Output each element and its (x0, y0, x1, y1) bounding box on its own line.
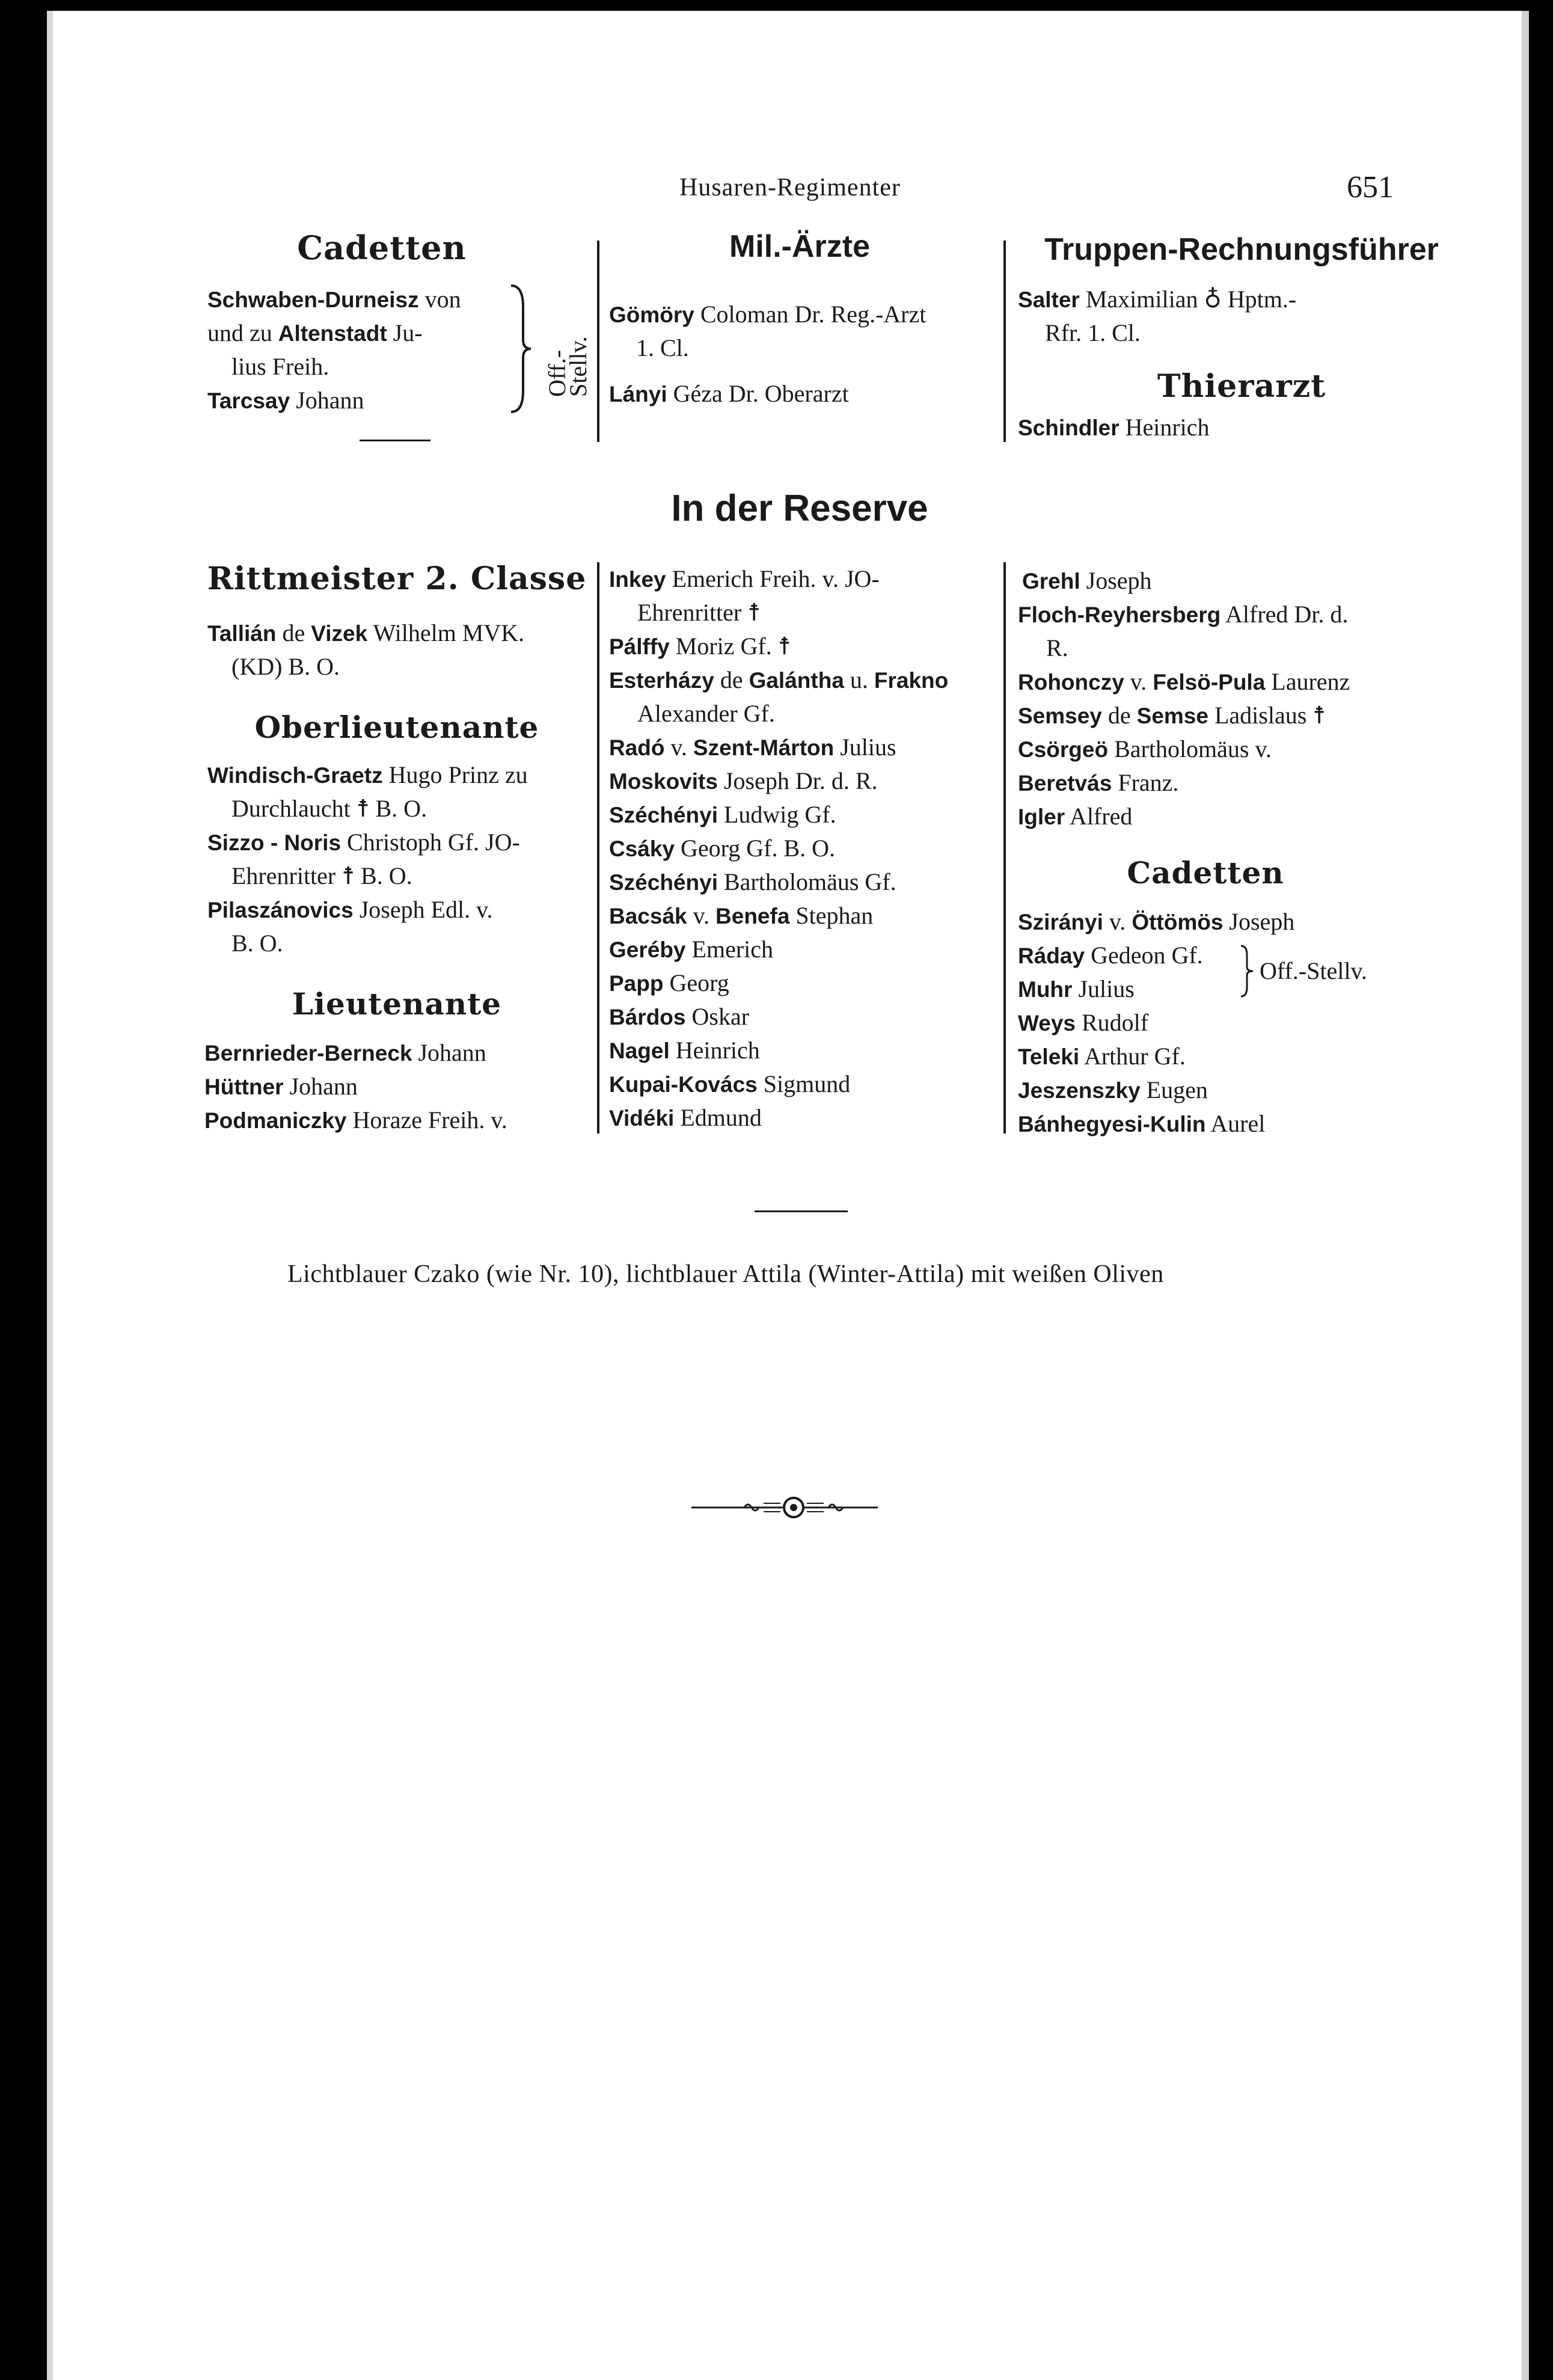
col2-entry-6: Radó v. Szent-Márton Julius (609, 734, 896, 761)
col3-entry-5: Semsey de Semse Ladislaus ☨ (1018, 702, 1326, 729)
reserve-title: In der Reserve (671, 488, 928, 529)
cadetten-top-line-3: lius Freih. (231, 353, 329, 380)
ober-entry-3: Pilaszánovics Joseph Edl. v. (207, 896, 493, 923)
page-gutter-right (1522, 11, 1529, 2380)
cross-icon: ☨ (342, 862, 355, 890)
col3-entry-8: Igler Alfred (1018, 803, 1133, 830)
cadetten-top-offstellv: Off.- (544, 349, 571, 397)
rittmeister-entry-cont: (KD) B. O. (231, 653, 340, 680)
col2-entry-1: Inkey Emerich Freih. v. JO- (609, 565, 880, 592)
truppen-entry: Salter Maximilian ♁ Hptm.- (1018, 286, 1297, 313)
cadetten-entry-4: Weys Rudolf (1018, 1009, 1149, 1036)
truppen-entry-cont: Rfr. 1. Cl. (1045, 319, 1141, 346)
cadetten-offstellv: Off.-Stellv. (1260, 957, 1367, 984)
cadetten-entry-2: Ráday Gedeon Gf. (1018, 942, 1203, 969)
col2-entry-8: Széchényi Ludwig Gf. (609, 801, 836, 828)
col3-entry-2: Floch-Reyhersberg Alfred Dr. d. (1018, 601, 1349, 628)
lieutenante-title: Lieutenante (292, 986, 502, 1022)
cadetten-top-line-2: und zu Altenstadt Ju- (207, 319, 423, 346)
cross-icon: ☨ (1313, 702, 1326, 729)
col2-entry-4: Esterházy de Galántha u. Frakno (609, 666, 949, 693)
cadetten-top-title: Cadetten (297, 228, 467, 267)
col3-entry-1: Grehl Joseph (1022, 567, 1152, 594)
col2-entry-3: Pálffy Moriz Gf. ☨ (609, 633, 791, 660)
col2-entry-13: Papp Georg (609, 969, 729, 996)
mil-aerzte-entry-1-cont: 1. Cl. (636, 334, 689, 361)
col3-entry-3: R. (1046, 634, 1068, 661)
col2-entry-17: Vidéki Edmund (609, 1104, 762, 1131)
col2-entry-5: Alexander Gf. (637, 700, 775, 727)
married-symbol-icon: ♁ (1204, 286, 1222, 313)
rittmeister-title: Rittmeister 2. Classe (207, 560, 587, 597)
col2-entry-16: Kupai-Kovács Sigmund (609, 1070, 851, 1097)
cadetten-entry-7: Bánhegyesi-Kulin Aurel (1018, 1110, 1266, 1137)
page-border-left (0, 0, 47, 2380)
col2-entry-10: Széchényi Bartholomäus Gf. (609, 868, 896, 895)
column-divider-4 (1003, 562, 1006, 1133)
ober-entry-2: Sizzo - Noris Christoph Gf. JO- (207, 829, 520, 856)
thierarzt-entry: Schindler Heinrich (1018, 414, 1210, 441)
oberlieutenante-title: Oberlieutenante (254, 710, 539, 745)
mil-aerzte-entry-2: Lányi Géza Dr. Oberarzt (609, 380, 849, 407)
brace-icon (1239, 944, 1257, 998)
cadetten-top-line-1: Schwaben-Durneisz von (207, 286, 461, 313)
short-rule (360, 440, 430, 441)
truppen-title: Truppen-Rechnungsführer (1044, 232, 1439, 267)
column-divider-1 (597, 241, 599, 442)
page-border-right (1529, 0, 1553, 2380)
col3-entry-7: Beretvás Franz. (1018, 769, 1179, 796)
cross-icon: ☨ (747, 599, 761, 627)
col2-entry-11: Bacsák v. Benefa Stephan (609, 902, 874, 929)
col2-entry-14: Bárdos Oskar (609, 1003, 750, 1030)
cadetten-bottom-title: Cadetten (1127, 855, 1284, 891)
thierarzt-title: Thierarzt (1157, 368, 1326, 405)
ober-entry-1-cont: Durchlaucht ☨ B. O. (231, 795, 427, 823)
column-divider-3 (597, 562, 599, 1133)
section-rule (755, 1210, 848, 1212)
cadetten-entry-1: Szirányi v. Öttömös Joseph (1018, 908, 1295, 935)
page-border-top (0, 0, 1553, 11)
ober-entry-3-cont: B. O. (231, 930, 283, 957)
ober-entry-2-cont: Ehrenritter ☨ B. O. (231, 862, 412, 890)
col2-entry-9: Csáky Georg Gf. B. O. (609, 835, 836, 862)
cadetten-top-stellv: Stellv. (565, 336, 592, 397)
lieut-entry-3: Podmaniczky Horaze Freih. v. (204, 1106, 507, 1133)
footer-note: Lichtblauer Czako (wie Nr. 10), lichtblauer Attila (Winter-Attila) mit weißen Oliven (287, 1260, 1164, 1288)
ober-entry-1: Windisch-Graetz Hugo Prinz zu (207, 761, 528, 788)
brace-icon (508, 283, 532, 415)
cadetten-entry-3: Muhr Julius (1018, 975, 1135, 1002)
rittmeister-entry: Tallián de Vizek Wilhelm MVK. (207, 619, 525, 646)
cross-icon: ☨ (356, 795, 370, 823)
ornament-icon (691, 1494, 896, 1521)
col3-entry-4: Rohonczy v. Felsö-Pula Laurenz (1018, 668, 1350, 695)
page-number: 651 (1347, 170, 1394, 204)
running-head: Husaren-Regimenter (679, 174, 901, 201)
column-divider-2 (1003, 241, 1006, 442)
col3-entry-6: Csörgeö Bartholomäus v. (1018, 735, 1272, 762)
cadetten-top-line-4: Tarcsay Johann (207, 387, 364, 414)
cadetten-entry-6: Jeszenszky Eugen (1018, 1076, 1208, 1103)
col2-entry-2: Ehrenritter ☨ (637, 599, 761, 627)
cross-icon: ☨ (777, 633, 791, 660)
mil-aerzte-entry-1: Gömöry Coloman Dr. Reg.-Arzt (609, 301, 927, 328)
mil-aerzte-title: Mil.-Ärzte (729, 229, 870, 264)
col2-entry-7: Moskovits Joseph Dr. d. R. (609, 767, 878, 794)
col2-entry-12: Geréby Emerich (609, 936, 774, 963)
lieut-entry-2: Hüttner Johann (204, 1073, 358, 1100)
cadetten-entry-5: Teleki Arthur Gf. (1018, 1043, 1186, 1070)
page-gutter-left (47, 11, 53, 2380)
col2-entry-15: Nagel Heinrich (609, 1037, 760, 1064)
lieut-entry-1: Bernrieder-Berneck Johann (204, 1039, 486, 1066)
